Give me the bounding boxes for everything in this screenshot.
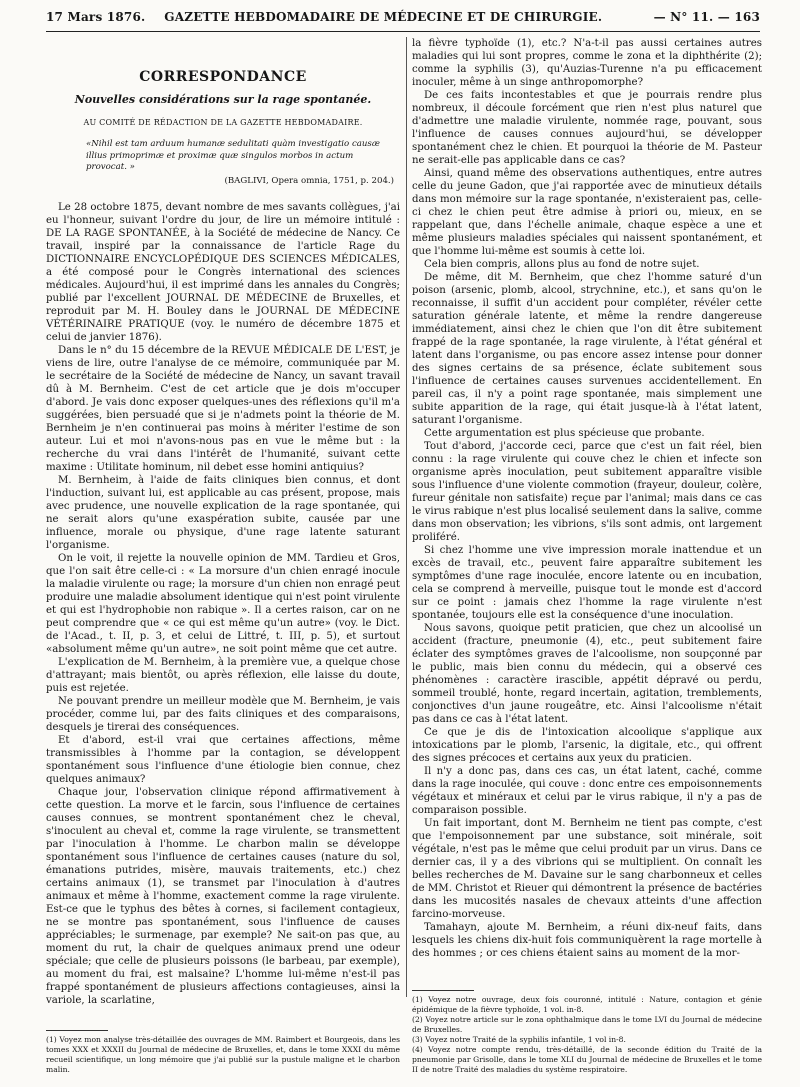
footnote: (2) Voyez notre article sur le zona ophthalmique dans le tome LVI du Journal de médecine de Bruxelles. xyxy=(412,1015,762,1034)
paragraph: Chaque jour, l'observation clinique répond affirmativement à cette question. La morve et le farcin, sous l'influence de certaines causes connues, se montrent spontanément chez le cheval, s'inoculent au cheval et, comme la rage virulente, se transmettent par l'inoculation à l'homme. Le charbon malin se développe spontanément sous l'influence de certaines causes (nature du sol, émanations putrides, misère, mauvais traitements, etc.) chez certains animaux (1), se transmet par l'inoculation à d'autres animaux et même à l'homme, exactement comme la rage virulente. Est-ce que le typhus des bêtes à cornes, si facilement contagieux, ne se montre pas spontanément, sous l'influence de causes appréciables; le surmenage, par exemple? Ne sait-on pas que, au moment du rut, la chair de quelques animaux prend une odeur spéciale; que celle de plusieurs poissons (le barbeau, par exemple), au moment du frai, est malsaine? L'homme lui-même n'est-il pas frappé spontanément de plusieurs affections contagieuses, ainsi la variole, la scarlatine, xyxy=(46,787,400,1006)
paragraph: Ne pouvant prendre un meilleur modèle que M. Bernheim, je vais procéder, comme lui, par des faits cliniques et des comparaisons, desquels je tirerai des conséquences. xyxy=(46,696,400,733)
header-rule xyxy=(46,31,760,32)
header-date: 17 Mars 1876. xyxy=(46,10,146,24)
section-title: CORRESPONDANCE xyxy=(139,69,307,85)
footnote: (3) Voyez notre Traité de la syphilis infantile, 1 vol in-8. xyxy=(412,1035,626,1044)
paragraph: L'explication de M. Bernheim, à la première vue, a quelque chose d'attrayant; mais bientôt, ou après réflexion, elle laisse du doute, puis est rejetée. xyxy=(46,657,400,694)
paragraph: Ainsi, quand même des observations authentiques, entre autres celle du jeune Gadon, que j'ai rapportée avec de minutieux détails dans mon mémoire sur la rage spontanée, n'existeraient pas, celle-ci chez le chien peut être admise à priori ou, mieux, en se rappelant que, dans l'échelle animale, chaque espèce a une et même plusieurs maladies spéciales qui naissent spontanément, et que l'homme lui-même est soumis à cette loi. xyxy=(412,168,762,257)
right-column xyxy=(412,37,762,1075)
footnote-rule xyxy=(412,990,474,991)
paragraph: Le 28 octobre 1875, devant nombre de mes savants collègues, j'ai eu l'honneur, suivant l'ordre du jour, de lire un mémoire intitulé : DE LA RAGE SPONTANÉE, à la Société de médecine de Nancy. Ce travail, inspiré par la connaissance de l'article Rage du DICTIONNAIRE ENCYCLOPÉDIQUE DES SCIENCES MÉDICALES, a été composé pour le Congrès international des sciences médicales. Aujourd'hui, il est imprimé dans les annales du Congrès; publié par l'excellent JOURNAL DE MÉDECINE de Bruxelles, et reproduit par M. H. Bouley dans le JOURNAL DE MÉDECINE VÉTÉRINAIRE PRATIQUE (voy. le numéro de décembre 1875 et celui de janvier 1876). xyxy=(46,202,400,343)
addressee-line: AU COMITÉ DE RÉDACTION DE LA GAZETTE HEBDOMADAIRE. xyxy=(83,118,363,127)
left-body xyxy=(46,201,400,1007)
paragraph: Tout d'abord, j'accorde ceci, parce que c'est un fait réel, bien connu : la rage virulente qui couve chez le chien et infecte son organisme après inoculation, peut subitement apparaître visible sous l'influence d'une violente commotion (frayeur, douleur, colère, fureur génitale non satisfaite) reçue par l'animal; mais dans ce cas le virus rabique n'est plus localisé seulement dans la salive, comme dans mon observation; les vibrions, s'ils sont admis, ont largement proliféré. xyxy=(412,441,762,543)
footnote: (1) Voyez notre ouvrage, deux fois couronné, intitulé : Nature, contagion et génie épidémique de la fièvre typhoïde, 1 vol. in-8. xyxy=(412,995,762,1014)
epigraph xyxy=(86,139,394,187)
right-footnotes xyxy=(412,982,762,1075)
epigraph-attribution: (BAGLIVI, Opera omnia, 1751, p. 204.) xyxy=(224,175,394,186)
paragraph: la fièvre typhoïde (1), etc.? N'a-t-il pas aussi certaines autres maladies qui lui sont propres, comme le zona et la diphthérite (2); comme la syphilis (3), qu'Auzias-Turenne n'a pu efficacement inoculer, même à un singe anthropomorphe? xyxy=(412,38,762,88)
footnote-rule xyxy=(46,1030,108,1031)
paragraph: Tamahayn, ajoute M. Bernheim, a réuni dix-neuf faits, dans lesquels les chiens dix-huit fois communiquèrent la rage mortelle à des hommes ; or ces chiens étaient sains au moment de la mor- xyxy=(412,922,762,959)
paragraph: On le voit, il rejette la nouvelle opinion de MM. Tardieu et Gros, que l'on sait être celle-ci : « La morsure d'un chien enragé inocule la maladie virulente ou rage; la morsure d'un chien non enragé peut produire une maladie absolument identique qui n'est point virulente et qui est l'hydrophobie non rabique ». Il a certes raison, car on ne peut comprendre que « ce qui est même qu'un autre» (voy. le Dict. de l'Acad., t. II, p. 3, et celui de Littré, t. III, p. 5), et surtout «absolument même qu'un autre», ne soit point même que cet autre. xyxy=(46,553,400,655)
article-subtitle: Nouvelles considérations sur la rage spontanée. xyxy=(74,93,372,106)
issue-page-number: — N° 11. — 163 xyxy=(653,10,760,24)
paragraph: Il n'y a donc pas, dans ces cas, un état latent, caché, comme dans la rage inoculée, qui couve : donc entre ces empoisonnements végétaux et minéraux et celui par le virus rabique, il n'y a pas de comparaison possible. xyxy=(412,766,762,816)
footnote: (4) Voyez notre compte rendu, très-détaillé, de la seconde édition du Traité de la pneumonie par Grisolle, dans le tome XLI du Journal de médecine de Bruxelles et le tome II de notre Traité des maladies du système respiratoire. xyxy=(412,1045,762,1074)
paragraph: M. Bernheim, à l'aide de faits cliniques bien connus, et dont l'induction, suivant lui, est applicable au cas présent, propose, mais avec prudence, une nouvelle explication de la rage spontanée, qui ne serait alors qu'une exaspération subite, causée par une influence, morale ou physique, d'une rage latente saturant l'organisme. xyxy=(46,475,400,551)
paragraph: Cela bien compris, allons plus au fond de notre sujet. xyxy=(424,259,700,270)
left-footnotes xyxy=(46,1022,400,1075)
paragraph: Et d'abord, est-il vrai que certaines affections, même transmissibles à l'homme par la contagion, se développent spontanément sous l'influence d'une étiologie bien connue, chez quelques animaux? xyxy=(46,735,400,785)
column-divider xyxy=(406,37,407,997)
paragraph: Un fait important, dont M. Bernheim ne tient pas compte, c'est que l'empoisonnement par une substance, soit minérale, soit végétale, n'est pas le même que celui produit par un virus. Dans ce dernier cas, il y a des vibrions qui se multiplient. On connaît les belles recherches de M. Davaine sur le sang charbonneux et celles de MM. Christot et Rieuer qui démontrent la présence de bactéries dans les mucosités nasales de chevaux atteints d'une affection farcino-morveuse. xyxy=(412,818,762,920)
right-body xyxy=(412,37,762,960)
journal-title: GAZETTE HEBDOMADAIRE DE MÉDECINE ET DE CHIRURGIE. xyxy=(164,10,603,24)
paragraph: Si chez l'homme une vive impression morale inattendue et un excès de travail, etc., peuvent faire apparaître subitement les symptômes d'une rage inoculée, encore latente ou en incubation, cela se comprend à merveille, puisque tout le monde est d'accord sur ce point : jamais chez l'homme la rage virulente n'est spontanée, toujours elle est la conséquence d'une inoculation. xyxy=(412,545,762,621)
paragraph: Dans le n° du 15 décembre de la REVUE MÉDICALE DE L'EST, je viens de lire, outre l'analyse de ce mémoire, communiquée par M. le secrétaire de la Société de médecine de Nancy, un savant travail dû à M. Bernheim. C'est de cet article que je dois m'occuper d'abord. Je vais donc exposer quelques-unes des réflexions qu'il m'a suggérées, bien persuadé que si je n'admets point la théorie de M. Bernheim je n'en continuerai pas moins à mériter l'estime de son auteur. Lui et moi n'avons-nous pas en vue le même but : la recherche du vrai dans l'intérêt de l'humanité, suivant cette maxime : Utilitate hominum, nil debet esse homini antiquius? xyxy=(46,345,400,473)
paragraph: Ce que je dis de l'intoxication alcoolique s'applique aux intoxications par le plomb, l'arsenic, la digitale, etc., qui offrent des signes précoces et certains aux yeux du praticien. xyxy=(412,727,762,764)
paragraph: De même, dit M. Bernheim, que chez l'homme saturé d'un poison (arsenic, plomb, alcool, strychnine, etc.), et sans qu'on le reconnaisse, il suffit d'un accident pour compléter, révéler cette saturation générale latente, et même la rendre dangereuse immédiatement, ainsi chez le chien que l'on dit être subitement frappé de la rage spontanée, la rage virulente, à l'état général et latent dans l'organisme, ou pas encore assez intense pour donner des signes certains de sa présence, éclate subitement sous l'influence de certaines causes survenues accidentellement. En pareil cas, il n'y a point rage spontanée, mais simplement une subite apparition de la rage, qui était jusque-là à l'état latent, saturant l'organisme. xyxy=(412,272,762,426)
epigraph-text: «Nihil est tam arduum humanæ sedulitati quàm investigatio causæ illius primoprimæ et proximæ quæ singulos morbos in actum provocat. » xyxy=(86,139,380,172)
left-column xyxy=(46,37,400,1075)
footnote: (1) Voyez mon analyse très-détaillée des ouvrages de MM. Raimbert et Bourgeois, dans les tomes XXX et XXXII du Journal de médecine de Bruxelles, et, dans le tome XXXI du même recueil scientifique, un long mémoire que j'ai publié sur la pustule maligne et le charbon malin. xyxy=(46,1035,400,1074)
paragraph: De ces faits incontestables et que je pourrais rendre plus nombreux, il découle forcément que rien n'est plus naturel que d'admettre une maladie virulente, nommée rage, pouvant, sous l'influence de causes connues aujourd'hui, se développer spontanément chez le chien. Et pourquoi la théorie de M. Pasteur ne serait-elle pas applicable dans ce cas? xyxy=(412,90,762,166)
paragraph: Nous savons, quoique petit praticien, que chez un alcoolisé un accident (fracture, pneumonie (4), etc., peut subitement faire éclater des symptômes graves de l'alcoolisme, non soupçonné par le public, mais bien connu du médecin, qui a observé ces phénomènes : caractère irascible, appétit dépravé ou perdu, sommeil troublé, honte, regard incertain, agitation, tremblements, conjonctives d'un jaune rougeâtre, etc. Ainsi l'alcoolisme n'était pas dans ce cas à l'état latent. xyxy=(412,623,762,725)
paragraph: Cette argumentation est plus spécieuse que probante. xyxy=(424,428,705,439)
running-header xyxy=(46,6,760,28)
